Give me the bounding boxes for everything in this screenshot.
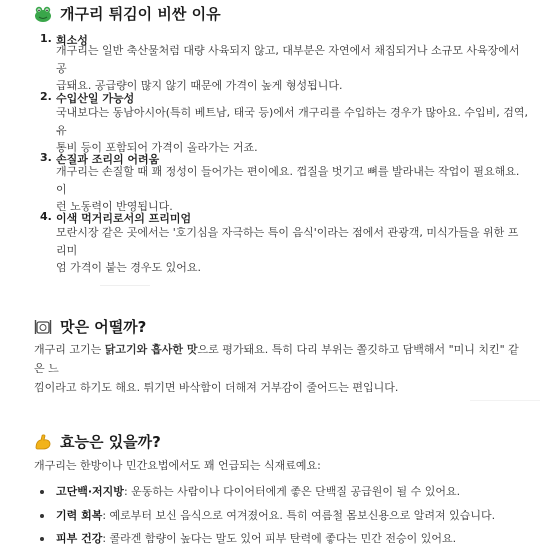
- bold-text: 닭고기: [104, 343, 137, 356]
- item-title: 손질과 조리의 어려움: [56, 153, 160, 166]
- item-body: [56, 224, 528, 277]
- body-line: 런 노동력이 반영됩니다.: [56, 200, 173, 213]
- paragraph-line: 낌이라고 하기도 해요. 튀기면 바삭함이 더해져 거부감이 줄어드는 편입니다.: [34, 381, 399, 394]
- list-item: [40, 507, 495, 523]
- body-line: 모란시장 같은 곳에서는 '호기심을 자극하는 특이 음식'이라는 점에서 관광객, 미식가들을 위한 프리미: [56, 226, 519, 257]
- paragraph-line: [34, 340, 528, 378]
- list-number: 1.: [40, 32, 52, 45]
- bullet-dot: [40, 537, 44, 541]
- bullet-text: : 운동하는 사람이나 다이어터에게 좋은 단백질 공급원이 될 수 있어요.: [123, 485, 461, 498]
- item-title: 희소성: [56, 34, 88, 47]
- bullet-dot: [40, 514, 44, 518]
- bullet-label: 피부 건강: [56, 532, 103, 545]
- section-title: 개구리 튀김이 비싼 이유: [60, 5, 221, 23]
- body-line: 국내보다는 동남아시아(특히 베트남, 태국 등)에서 개구리를 수입하는 경우가 많아요. 수입비, 검역, 유: [56, 106, 528, 137]
- section-title: 효능은 있을까?: [60, 433, 161, 451]
- body-line: 엄 가격이 붙는 경우도 있어요.: [56, 261, 201, 274]
- item-body: [56, 42, 528, 95]
- bullet-text: : 예로부터 보신 음식으로 여겨졌어요. 특히 여름철 몸보신용으로 알려져 있습니다.: [102, 509, 496, 522]
- body-line: 개구리는 손질할 때 꽤 정성이 들어가는 편이에요. 껍질을 벗기고 뼈를 발라내는 작업이 필요해요. 이: [56, 165, 520, 196]
- section-heading-why-expensive: [34, 3, 221, 24]
- section-heading-benefits: [34, 431, 161, 452]
- taste-paragraph: [34, 340, 528, 397]
- divider: [470, 400, 540, 401]
- list-item: [40, 483, 460, 499]
- bullet-label: 고단백·저지방: [56, 485, 124, 498]
- item-title: 수입산일 가능성: [56, 92, 135, 105]
- fork-and-knife-plate-icon: [34, 318, 52, 336]
- section-title: 맛은 어떨까?: [60, 318, 147, 336]
- bold-text: 와: [136, 343, 152, 356]
- bullet-label: 기력 회복: [56, 509, 103, 522]
- body-line: 통비 등이 포함되어 가격이 올라가는 거죠.: [56, 141, 258, 154]
- list-item: [40, 530, 456, 546]
- list-number: 3.: [40, 151, 52, 164]
- divider: [100, 285, 150, 286]
- item-body: [56, 163, 528, 216]
- text-run: 으로 평가돼요. 특히 다리 부위는 쫄깃하고 담백해서 "미니 치킨" 같은 느: [34, 343, 519, 375]
- text-run: 개구리 고기는: [34, 343, 105, 356]
- item-body: [56, 104, 528, 157]
- flexed-biceps-icon: [34, 433, 52, 451]
- section-heading-taste: [34, 316, 146, 337]
- benefits-intro: 개구리는 한방이나 민간요법에서도 꽤 언급되는 식재료예요:: [34, 459, 321, 472]
- list-number: 2.: [40, 90, 52, 103]
- item-title: 이색 먹거리로서의 프리미엄: [56, 212, 192, 225]
- bullet-text: : 콜라겐 함량이 높다는 말도 있어 피부 탄력에 좋다는 민간 전승이 있어요.: [102, 532, 457, 545]
- frog-icon: [34, 5, 52, 23]
- bold-text: 흡사한 맛: [151, 343, 198, 356]
- bullet-dot: [40, 490, 44, 494]
- list-number: 4.: [40, 210, 52, 223]
- body-line: 급돼요. 공급량이 많지 않기 때문에 가격이 높게 형성됩니다.: [56, 79, 343, 92]
- body-line: 개구리는 일반 축산물처럼 대량 사육되지 않고, 대부분은 자연에서 채집되거나 소규모 사육장에서 공: [56, 44, 520, 75]
